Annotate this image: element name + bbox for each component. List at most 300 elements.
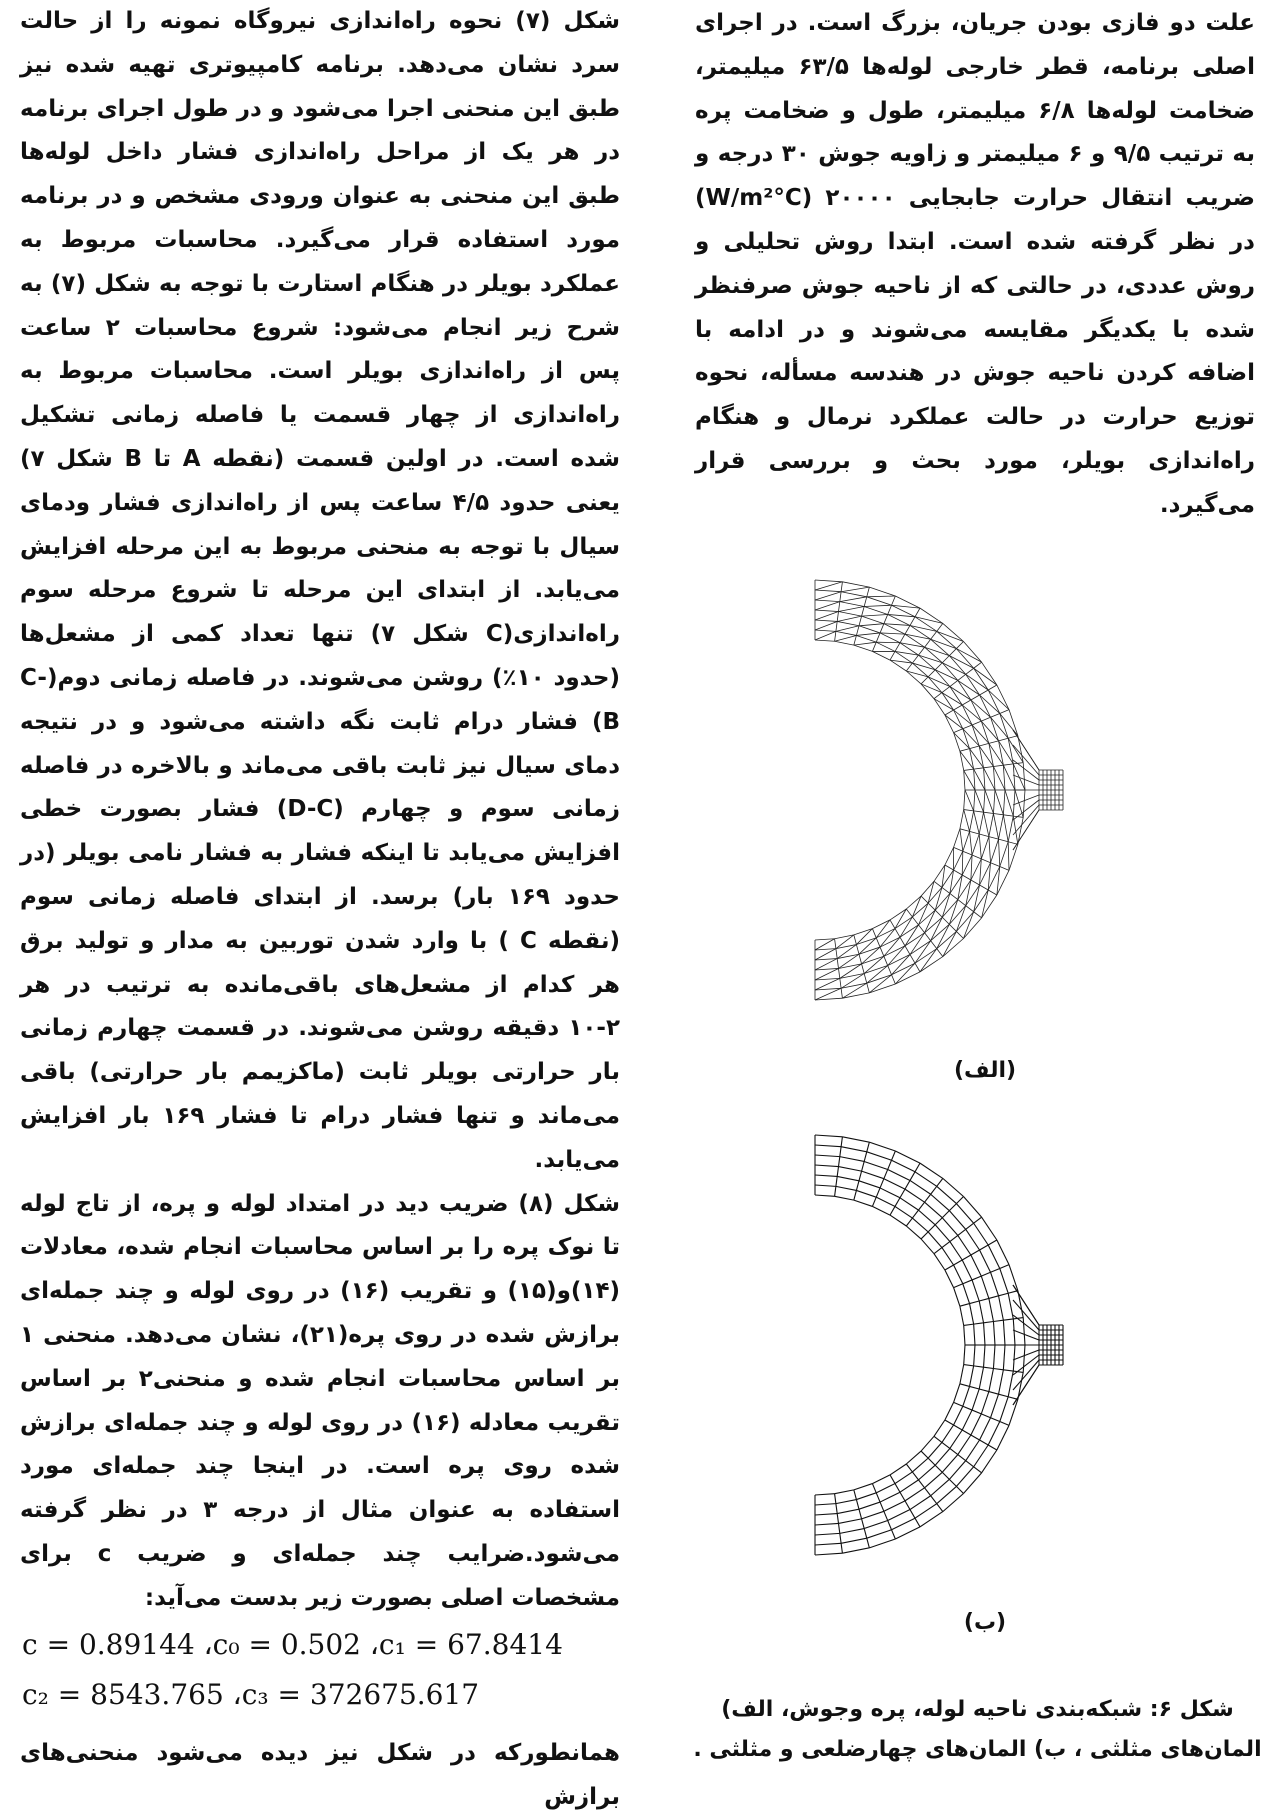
mesh-edge — [837, 1176, 859, 1180]
mesh-edge — [954, 1402, 963, 1406]
mesh-diagonal — [943, 931, 957, 956]
mesh-edge — [979, 1298, 989, 1301]
mesh-edge — [1009, 1265, 1018, 1291]
mesh-edge — [876, 938, 880, 947]
mesh-edge — [842, 1548, 869, 1553]
mesh-edge — [925, 639, 931, 647]
mesh-edge — [962, 875, 971, 880]
mesh-edge — [942, 917, 949, 924]
mesh-edge — [890, 920, 895, 929]
mesh-edge — [989, 741, 999, 744]
mesh-edge — [979, 1389, 989, 1392]
mesh-diagonal — [982, 890, 989, 918]
mesh-edge — [956, 931, 963, 938]
mesh-edge — [867, 983, 870, 993]
mesh-edge — [864, 974, 867, 984]
mesh-edge — [854, 635, 857, 645]
mesh-edge — [971, 1414, 981, 1435]
mesh-edge — [910, 955, 915, 964]
mesh-edge — [964, 1324, 974, 1325]
mesh-edge — [920, 1163, 943, 1178]
mesh-edge — [970, 1366, 974, 1387]
mesh-edge — [972, 855, 981, 859]
mesh-edge — [876, 1493, 880, 1502]
mesh-edge — [815, 1553, 842, 1555]
mesh-edge — [854, 935, 857, 945]
mesh-diagonal — [934, 699, 954, 710]
mesh-edge — [862, 1519, 865, 1529]
mesh-edge — [931, 1186, 937, 1194]
mesh-diagonal — [905, 925, 918, 946]
mesh-edge — [859, 626, 880, 633]
mesh-edge — [815, 1494, 835, 1495]
mesh-edge — [960, 810, 964, 829]
mesh-edge — [925, 1472, 943, 1488]
mesh-diagonal — [815, 959, 837, 970]
mesh-diagonal — [984, 768, 995, 790]
mesh-edge — [964, 1345, 965, 1365]
mesh-edge — [956, 1467, 973, 1487]
mesh-diagonal — [964, 810, 970, 832]
mesh-edge — [912, 1210, 918, 1218]
mesh-edge — [960, 1384, 970, 1387]
mesh-diagonal — [975, 790, 984, 812]
mesh-edge — [876, 929, 895, 938]
mesh-diagonal — [856, 633, 880, 636]
mesh-edge — [1003, 1319, 1013, 1320]
mesh-edge — [837, 1514, 838, 1524]
mesh-diagonal — [854, 642, 876, 645]
mesh-edge — [964, 810, 974, 811]
mesh-edge — [954, 1425, 963, 1430]
mesh-edge — [981, 721, 989, 743]
mesh-edge — [835, 631, 836, 641]
quadrilateral-mesh — [815, 1135, 1063, 1555]
mesh-edge — [876, 633, 880, 642]
mesh-edge — [880, 1188, 900, 1198]
mesh-edge — [841, 1137, 842, 1147]
mesh-edge — [945, 1270, 954, 1288]
mesh-edge — [910, 1180, 931, 1194]
mesh-edge — [972, 721, 981, 725]
mesh-edge — [1000, 713, 1008, 738]
mesh-edge — [970, 746, 980, 749]
mesh-edge — [937, 949, 943, 957]
mesh-edge — [856, 1500, 859, 1510]
mesh-edge — [984, 767, 994, 768]
mesh-edge — [815, 939, 835, 940]
mesh-edge — [876, 642, 895, 651]
mesh-edge — [974, 768, 984, 769]
mesh-edge — [854, 645, 873, 651]
mesh-edge — [999, 1394, 1009, 1397]
mesh-edge — [958, 1229, 966, 1235]
mesh-diagonal — [960, 829, 963, 851]
mesh-edge — [988, 1240, 997, 1245]
mesh-diagonal — [918, 655, 942, 663]
mesh-edge — [954, 870, 963, 875]
mesh-edge — [815, 590, 841, 592]
mesh-edge — [942, 1472, 949, 1479]
mesh-edge — [934, 1420, 945, 1436]
mesh-diagonal — [999, 839, 1000, 866]
mesh-edge — [840, 592, 841, 602]
mesh-edge — [918, 1202, 924, 1210]
mesh-edge — [836, 1186, 857, 1190]
mesh-edge — [962, 700, 971, 705]
mesh-edge — [1023, 1318, 1025, 1345]
mesh-edge — [859, 1502, 880, 1509]
mesh-edge — [910, 617, 915, 626]
mesh-edge — [984, 1367, 994, 1368]
mesh-edge — [1003, 790, 1005, 815]
mesh-edge — [964, 790, 965, 810]
mesh-diagonal — [815, 939, 835, 950]
mesh-edge — [856, 1493, 876, 1500]
mesh-edge — [980, 1418, 991, 1440]
mesh-edge — [838, 1157, 839, 1167]
mesh-diagonal — [815, 612, 838, 620]
mesh-edge — [872, 642, 876, 651]
mesh-edge — [960, 1306, 964, 1325]
mesh-edge — [962, 1410, 972, 1430]
mesh-edge — [888, 1169, 910, 1180]
mesh-edge — [1013, 790, 1015, 816]
mesh-edge — [836, 621, 837, 631]
mesh-edge — [888, 955, 910, 966]
mesh-edge — [962, 1430, 971, 1435]
mesh-edge — [859, 1509, 862, 1519]
mesh-diagonal — [949, 900, 957, 925]
mesh-edge — [980, 1250, 991, 1272]
mesh-edge — [864, 606, 888, 614]
mesh-edge — [872, 651, 890, 660]
mesh-edge — [972, 1276, 981, 1280]
mesh-edge — [905, 1501, 910, 1510]
mesh-edge — [989, 813, 994, 836]
left-column — [20, 0, 620, 1820]
mesh-edge — [912, 1218, 928, 1232]
mesh-edge — [988, 890, 997, 895]
mesh-edge — [880, 1492, 900, 1502]
mesh-diagonal — [937, 631, 964, 641]
mesh-edge — [1008, 1293, 1013, 1319]
mesh-diagonal — [1005, 790, 1013, 816]
mesh-edge — [872, 1484, 876, 1493]
mesh-edge — [942, 1218, 958, 1236]
mesh-diagonal — [962, 851, 963, 875]
mesh-edge — [906, 1464, 912, 1472]
mesh-edge — [963, 642, 981, 663]
mesh-edge — [1003, 1320, 1005, 1345]
mesh-diagonal — [931, 917, 943, 940]
mesh-edge — [974, 1345, 975, 1366]
mesh-edge — [950, 1235, 958, 1241]
mesh-edge — [1000, 1397, 1008, 1422]
mesh-diagonal — [836, 626, 859, 632]
mesh-edge — [864, 1529, 867, 1539]
mesh-edge — [928, 670, 935, 677]
mesh-edge — [890, 1215, 906, 1226]
mesh-edge — [945, 715, 954, 733]
mesh-edge — [972, 834, 979, 855]
mesh-edge — [962, 705, 972, 725]
mesh-edge — [931, 1479, 950, 1495]
mesh-edge — [949, 1204, 956, 1211]
closing-paragraph: همانطورکه در شکل نیز دیده می‌شود منحنی‌های برازش — [20, 1732, 620, 1820]
mesh-edge — [989, 1368, 994, 1391]
mesh-edge — [974, 1366, 984, 1367]
mesh-edge — [815, 1504, 836, 1505]
mesh-edge — [918, 925, 924, 933]
mesh-edge — [999, 839, 1009, 842]
mesh-edge — [981, 1392, 989, 1414]
mesh-edge — [921, 1232, 928, 1239]
mesh-edge — [884, 1501, 905, 1511]
mesh-edge — [925, 933, 931, 941]
figure-label-b: (ب) — [885, 1610, 1085, 1635]
mesh-edge — [981, 837, 989, 859]
mesh-edge — [925, 1202, 943, 1218]
mesh-edge — [884, 1179, 905, 1189]
mesh-diagonal — [989, 837, 991, 863]
mesh-edge — [931, 631, 937, 639]
mesh-edge — [815, 1175, 837, 1176]
mesh-edge — [982, 1450, 997, 1473]
mesh-edge — [942, 1442, 950, 1448]
mesh-edge — [836, 1500, 857, 1504]
mesh-edge — [837, 959, 838, 969]
mesh-edge — [864, 1152, 867, 1162]
mesh-diagonal — [937, 924, 950, 948]
mesh-edge — [993, 813, 1003, 814]
mesh-edge — [1018, 817, 1023, 844]
mesh-edge — [991, 713, 1000, 717]
mesh-edge — [943, 938, 964, 956]
mesh-edge — [892, 1530, 896, 1539]
mesh-edge — [949, 1461, 965, 1480]
mesh-edge — [963, 1284, 970, 1304]
mesh-edge — [910, 1510, 915, 1519]
mesh-edge — [895, 1198, 900, 1207]
mesh-diagonal — [963, 912, 973, 939]
mesh-edge — [906, 909, 912, 917]
mesh-edge — [988, 1445, 997, 1450]
mesh-edge — [971, 700, 981, 721]
mesh-edge — [991, 1272, 999, 1296]
mesh-edge — [906, 663, 912, 671]
mesh-edge — [991, 863, 1000, 867]
mesh-edge — [912, 917, 918, 925]
mesh-edge — [950, 1242, 962, 1260]
mesh-edge — [900, 1480, 918, 1492]
mesh-diagonal — [956, 906, 965, 932]
mesh-edge — [856, 1190, 876, 1197]
mesh-edge — [999, 1296, 1004, 1320]
mesh-edge — [982, 662, 997, 685]
mesh-edge — [892, 596, 896, 605]
mesh-edge — [937, 1486, 957, 1503]
mesh-edge — [888, 1510, 910, 1521]
mesh-edge — [841, 582, 842, 592]
mesh-edge — [993, 1320, 1003, 1321]
mesh-edge — [934, 693, 942, 699]
mesh-diagonal — [928, 677, 950, 687]
mesh-edge — [867, 597, 892, 605]
mesh-edge — [815, 620, 837, 621]
mesh-diagonal — [971, 855, 972, 880]
mesh-edge — [991, 717, 999, 741]
mesh-edge — [954, 1284, 963, 1288]
mesh-edge — [931, 941, 937, 949]
mesh-edge — [840, 602, 864, 607]
mesh-edge — [872, 1197, 876, 1206]
mesh-edge — [862, 1511, 884, 1519]
mesh-edge — [942, 887, 950, 893]
mesh-edge — [970, 811, 974, 832]
mesh-edge — [835, 1186, 836, 1196]
mesh-edge — [982, 895, 997, 918]
mesh-edge — [937, 1186, 957, 1203]
mesh-edge — [971, 1435, 980, 1440]
mesh-edge — [942, 1248, 954, 1265]
mesh-diagonal — [925, 910, 936, 933]
mesh-diagonal — [895, 909, 906, 929]
mesh-edge — [942, 1242, 950, 1248]
mesh-edge — [962, 855, 972, 875]
mesh-diagonal — [1003, 815, 1008, 842]
mesh-edge — [884, 956, 888, 965]
mesh-edge — [1013, 1345, 1015, 1371]
mesh-edge — [1008, 816, 1013, 842]
mesh-edge — [970, 1301, 980, 1304]
mesh-edge — [838, 1523, 839, 1533]
mesh-edge — [1003, 1370, 1013, 1371]
mesh-edge — [958, 1455, 966, 1461]
mesh-edge — [856, 945, 859, 955]
mesh-edge — [984, 1345, 985, 1367]
mesh-edge — [1008, 1371, 1013, 1397]
mesh-edge — [910, 1496, 931, 1510]
mesh-edge — [1000, 842, 1008, 867]
mesh-diagonal — [895, 963, 915, 984]
mesh-edge — [954, 729, 963, 733]
mesh-edge — [836, 949, 837, 959]
mesh-edge — [964, 770, 965, 790]
mesh-edge — [864, 597, 867, 607]
mesh-diagonal — [815, 968, 838, 980]
mesh-edge — [934, 1436, 942, 1442]
mesh-edge — [937, 1178, 943, 1186]
mesh-edge — [890, 1206, 895, 1215]
mesh-diagonal — [867, 596, 896, 597]
mesh-edge — [912, 1458, 928, 1472]
mesh-edge — [872, 1206, 890, 1215]
mesh-edge — [840, 978, 841, 988]
mesh-diagonal — [993, 813, 998, 839]
mesh-edge — [979, 812, 983, 834]
mesh-diagonal — [1008, 842, 1009, 871]
mesh-edge — [876, 1197, 895, 1206]
mesh-edge — [925, 1488, 931, 1496]
mesh-edge — [862, 606, 865, 616]
mesh-edge — [1000, 1268, 1008, 1293]
mesh-edge — [935, 670, 950, 687]
mesh-edge — [928, 677, 942, 693]
mesh-figure-quadrilateral — [795, 1095, 1165, 1595]
mesh-edge — [905, 1189, 925, 1202]
mesh-edge — [859, 1171, 862, 1181]
mesh-edge — [972, 1280, 979, 1301]
startup-paragraph: شکل (۷) نحوه راه‌اندازی نیروگاه نمونه را از حالت سرد نشان می‌دهد. برنامه کامپیوتری تهیه شده نیز طبق این منحنی اجرا می‌شود و در طول اجرای برنامه در هر یک از مراحل راه‌اندازی فشار داخل لوله‌ها طبق این منحنی به عنوان ورودی مشخص و در برنامه مورد استفاده قرار می‌گیرد. محاسبات مربوط به عملکرد بویلر در هنگام استارت با توجه به شکل (۷) به شرح زیر انجام می‌شود: شروع محاسبات ۲ ساعت پس از راه‌اندازی بویلر است. محاسبات مربوط به راه‌اندازی از چهار قسمت یا فاصله زمانی تشکیل شده است. در اولین قسمت (نقطه A تا B شکل ۷) یعنی حدود ۴/۵ ساعت پس از راه‌اندازی فشار ودمای سیال با توجه به منحنی مربوط به این مرحله افزایش می‌یابد. از ابتدای این مرحله تا شروع مرحله سوم راه‌اندازی(C شکل ۷) تنها تعداد کمی از مشعل‌ها (حدود ۱۰٪) روشن می‌شوند. در فاصله زمانی دوم(C-B) فشار درام ثابت نگه داشته می‌شود و در نتیجه دمای سیال نیز ثابت باقی می‌ماند و بالاخره در فاصله زمانی سوم و چهارم (D-C) فشار بصورت خطی افزایش می‌یابد تا اینکه فشار به فشار نامی بویلر (در حدود ۱۶۹ بار) برسد. از ابتدای فاصله زمانی سوم (نقطه C ) با وارد شدن توربین به مدار و تولید برق هر کدام از مشعل‌های باقی‌مانده به ترتیب در هر ۲-۱۰ دقیقه روشن می‌شوند. در قسمت چهارم زمانی بار حرارتی بویلر ثابت (ماکزیمم بار حرارتی) باقی می‌ماند و تنها فشار درام تا فشار ۱۶۹ بار افزایش می‌یابد. — [20, 0, 620, 1183]
mesh-edge — [981, 859, 990, 863]
mesh-edge — [966, 906, 974, 912]
mesh-diagonal — [950, 870, 954, 893]
mesh-edge — [815, 1185, 836, 1186]
mesh-edge — [993, 1345, 995, 1368]
mesh-edge — [963, 918, 981, 939]
mesh-edge — [895, 1206, 912, 1218]
mesh-edge — [960, 1304, 970, 1307]
mesh-edge — [837, 1509, 859, 1513]
mesh-diagonal — [942, 663, 965, 675]
mesh-edge — [835, 1490, 854, 1494]
mesh-edge — [854, 1490, 857, 1500]
intro-paragraph: علت دو فازی بودن جریان، بزرگ است. در اجرای اصلی برنامه، قطر خارجی لوله‌ها ۶۳/۵ میلیمتر، ضخامت لوله‌ها ۶/۸ میلیمتر، طول و ضخامت پره به ترتیب ۹/۵ و ۶ میلیمتر و زاویه جوش ۳۰ درجه و ضریب انتقال حرارت جابجایی ۲۰۰۰۰ (W/m²°C) در نظر گرفته شده است. ابتدا روش تحلیلی و روش عددی، در حالتی که از ناحیه جوش صرفنظر شده با یکدیگر مقایسه می‌شوند و در ادامه با اضافه کردن ناحیه جوش در هندسه مسأله، نحوه توزیع حرارت در حالت عملکرد نرمال و هنگام راه‌اندازی بویلر، مورد بحث و بررسی قرار می‌گیرد. — [695, 0, 1255, 528]
mesh-edge — [988, 1422, 1000, 1445]
mesh-edge — [884, 946, 905, 956]
mesh-edge — [950, 893, 958, 899]
mesh-edge — [963, 725, 972, 729]
mesh-edge — [892, 963, 915, 975]
mesh-edge — [859, 954, 862, 964]
mesh-edge — [979, 1301, 983, 1323]
mesh-edge — [974, 1467, 982, 1473]
equation-line-1: c = 0.89144 ،c₀ = 0.502 ،c₁ = 67.8414 — [22, 1620, 620, 1670]
mesh-edge — [945, 1420, 954, 1425]
mesh-edge — [974, 912, 982, 918]
mesh-edge — [935, 1218, 942, 1225]
mesh-edge — [989, 837, 999, 840]
mesh-edge — [942, 1425, 954, 1442]
mesh-edge — [954, 847, 963, 851]
mesh-edge — [997, 1425, 1009, 1450]
mesh-diagonal — [918, 903, 928, 925]
mesh-edge — [900, 1492, 905, 1501]
mesh-edge — [971, 695, 980, 700]
mesh-edge — [964, 1325, 965, 1345]
mesh-edge — [960, 829, 970, 832]
mesh-edge — [856, 1181, 859, 1191]
mesh-edge — [890, 1464, 906, 1475]
mesh-edge — [928, 903, 935, 910]
mesh-edge — [979, 834, 989, 837]
mesh-edge — [854, 1190, 857, 1200]
mesh-edge — [872, 920, 890, 929]
mesh-edge — [935, 1465, 942, 1472]
mesh-edge — [962, 1255, 971, 1260]
mesh-edge — [915, 949, 937, 964]
mesh-edge — [935, 910, 942, 917]
mesh-edge — [815, 1533, 840, 1535]
mesh-edge — [999, 738, 1009, 741]
mesh-edge — [1000, 710, 1009, 714]
mesh-edge — [949, 924, 956, 931]
mesh-edge — [958, 1235, 971, 1255]
mesh-edge — [971, 1255, 981, 1276]
mesh-edge — [921, 896, 928, 903]
figure-caption: شکل ۶: شبکه‌بندی ناحیه لوله، پره وجوش، الف) المان‌های مثلثی ، ب) المان‌های چهارضلعی و مثلثی . — [690, 1690, 1265, 1770]
